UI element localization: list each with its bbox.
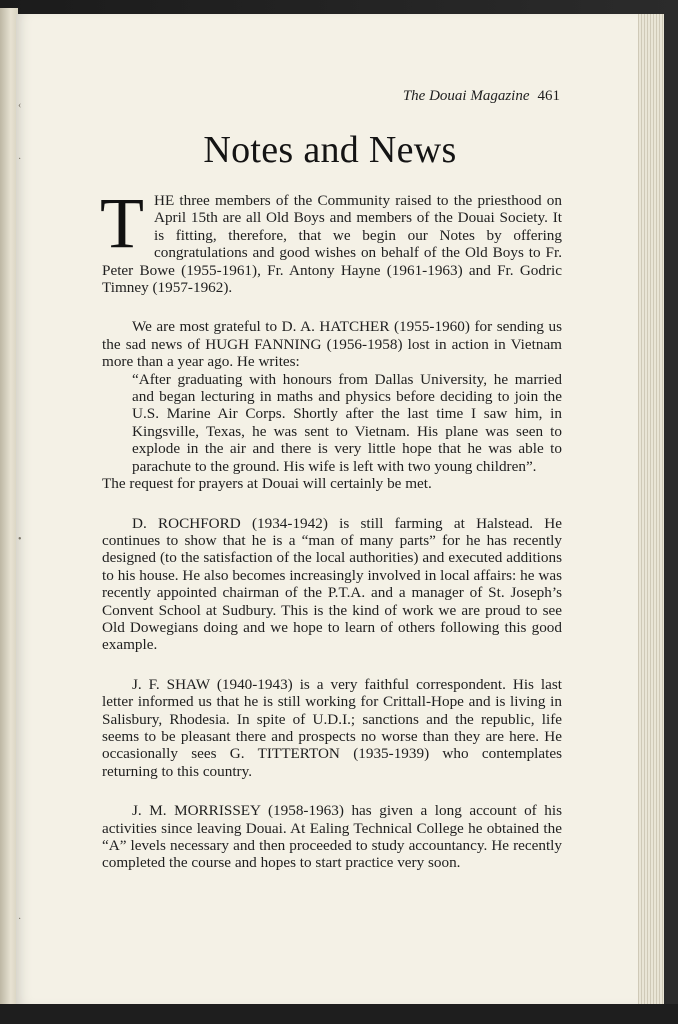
running-header	[340, 88, 560, 105]
paragraph-close	[102, 475, 562, 492]
paragraph-ordination	[100, 183, 562, 297]
paragraph-text: D. ROCHFORD (1934-1942) is still farming at Halstead. He continues to show that he is a “man of many parts” for he has recently designed (to the satisfaction of the local authorities) and executed additions to his house. He also becomes increasingly involved in local affairs: he was recently appointed chairman of the P.T.A. and a manager of St. Joseph’s Convent School at Sudbury. This is the kind of work we are proud to see Old Dowegians doing and we hope to learn of others following this good example.	[102, 514, 562, 654]
paragraph-text: J. M. MORRISSEY (1958-1963) has given a long account of his activities since leaving Douai. At Ealing Technical College he obtained the “A” levels necessary and then proceeded to study accountancy. He recently completed the course and hopes to start practice very soon.	[102, 802, 562, 872]
quote-text: “After graduating with honours from Dallas University, he married and began lecturing in maths and physics before deciding to join the U.S. Marine Air Corps. Shortly after the last time I saw him, in Kingsville, Texas, he was sent to Vietnam. His plane was seen to explode in the air and there is very little hope that he was able to parachute to the ground. His wife is left with two young children”.	[132, 370, 562, 475]
page-number: 461	[537, 88, 560, 104]
paragraph-hatcher	[102, 318, 562, 370]
drop-cap: T	[100, 183, 144, 263]
margin-mark: ·	[18, 154, 22, 165]
paragraph-text: HE three members of the Community raised to the priesthood on April 15th are all Old Boys and members of the Douai Society. It is fitting, therefore, that we begin our Notes by offering congratulations and good wishes on behalf of the Old Boys to Fr. Peter Bowe (1955-1961), Fr. Antony Hayne (1961-1963) and Fr. Godric Timney (1957-1962).	[102, 192, 562, 297]
magazine-name: The Douai Magazine	[402, 88, 530, 104]
page-stack-edge	[636, 14, 664, 1004]
paragraph-shaw	[102, 676, 562, 780]
paragraph-text: J. F. SHAW (1940-1943) is a very faithful correspondent. His last letter informed us that he is still working for Crittall-Hope and is living in Salisbury, Rhodesia. In spite of U.D.I.; sanctions and the republic, life seems to be pleasant there and prospects no worse than they are here. He occasionally sees G. TITTERTON (1935-1939) who contemplates returning to this country.	[102, 675, 562, 780]
bottom-shadow	[0, 1004, 678, 1024]
paragraph-morrissey	[102, 802, 562, 872]
margin-mark: ‹	[18, 100, 22, 111]
article-body	[100, 183, 562, 894]
page-title: Notes and News	[203, 129, 457, 171]
margin-mark: ·	[18, 914, 22, 925]
quote-block	[132, 371, 562, 475]
paragraph-text: We are most grateful to D. A. HATCHER (1955-1960) for sending us the sad news of HUGH FANNING (1956-1958) lost in action in Vietnam more than a year ago. He writes:	[102, 318, 562, 371]
margin-mark: •	[18, 534, 22, 545]
paragraph-text: The request for prayers at Douai will certainly be met.	[102, 475, 432, 493]
paragraph-rochford	[102, 515, 562, 654]
